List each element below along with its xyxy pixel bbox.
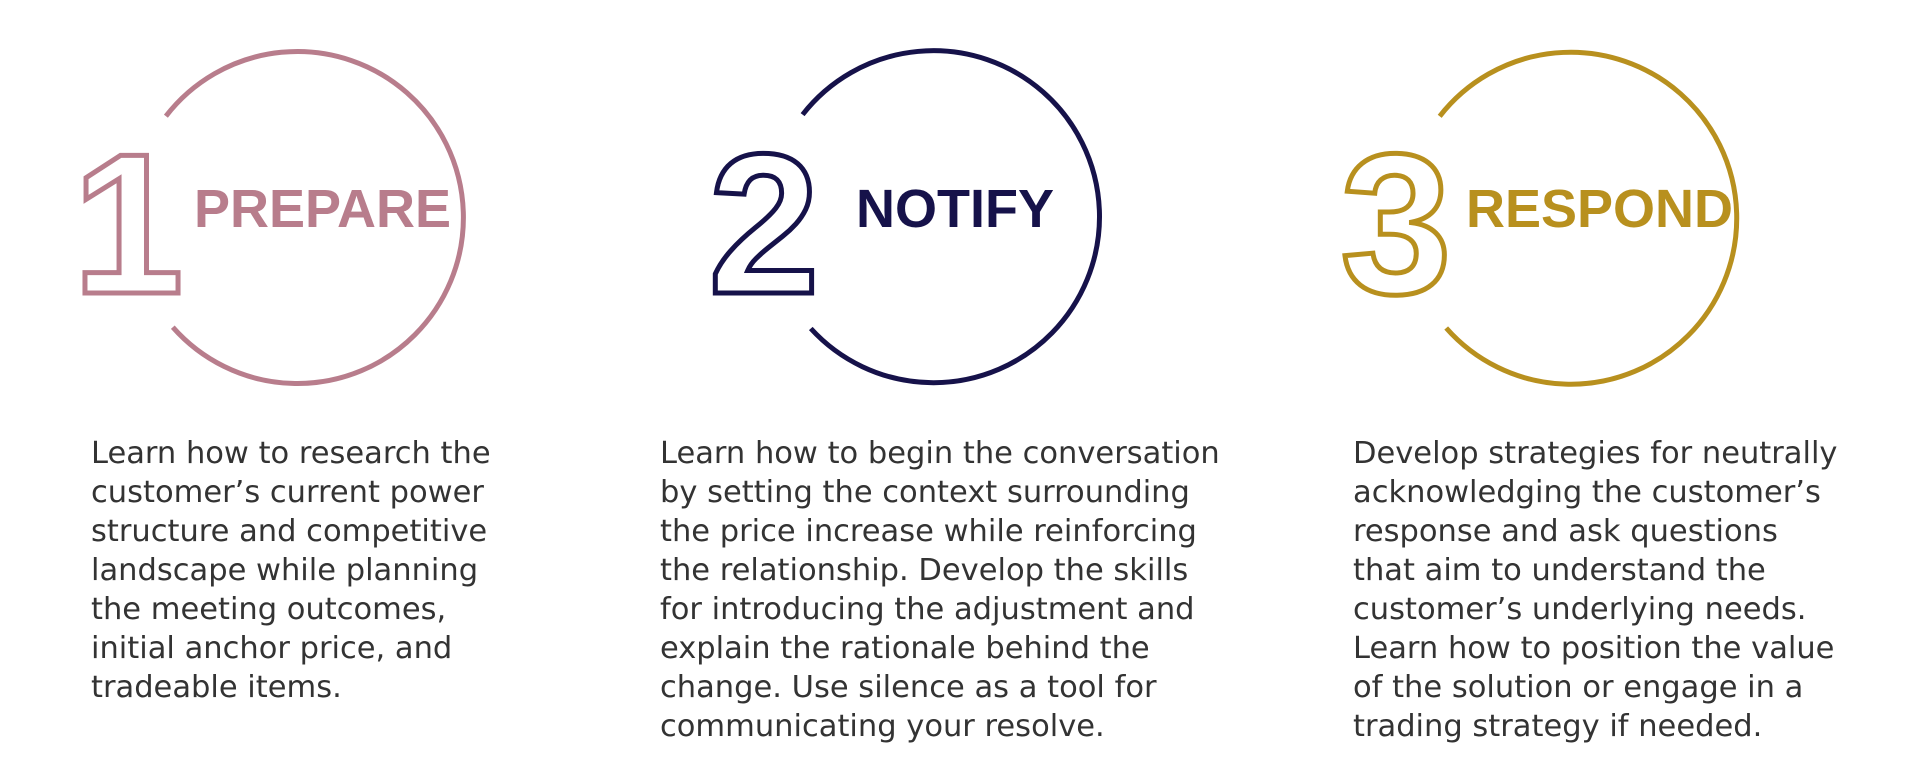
step-respond-description: Develop strategies for neutrally acknowledging the customer’s response and ask questions that aim to understand the customer’s underlying needs. Learn how to position the value of the solution or engage in a trading strategy if needed. — [1353, 436, 1838, 744]
step-respond — [1280, 0, 1880, 766]
step-notify-title: NOTIFY — [856, 179, 1054, 239]
step-notify — [640, 0, 1240, 766]
step-prepare — [0, 0, 600, 766]
step-respond-title: RESPOND — [1466, 179, 1734, 239]
step-prepare-description: Learn how to research the customer’s current power structure and competitive landscape while planning the meeting outcomes, initial anchor price, and tradeable items. — [91, 436, 491, 705]
step-notify-number: 2 — [708, 113, 820, 336]
step-notify-description: Learn how to begin the conversation by setting the context surrounding the price increase while reinforcing the relationship. Develop the skills for introducing the adjustment and explain the rationale behind the change. Use silence as a tool for communicating your resolve. — [660, 436, 1220, 744]
step-prepare-number: 1 — [72, 113, 184, 336]
step-prepare-title: PREPARE — [194, 179, 452, 239]
step-respond-number: 3 — [1340, 113, 1452, 336]
